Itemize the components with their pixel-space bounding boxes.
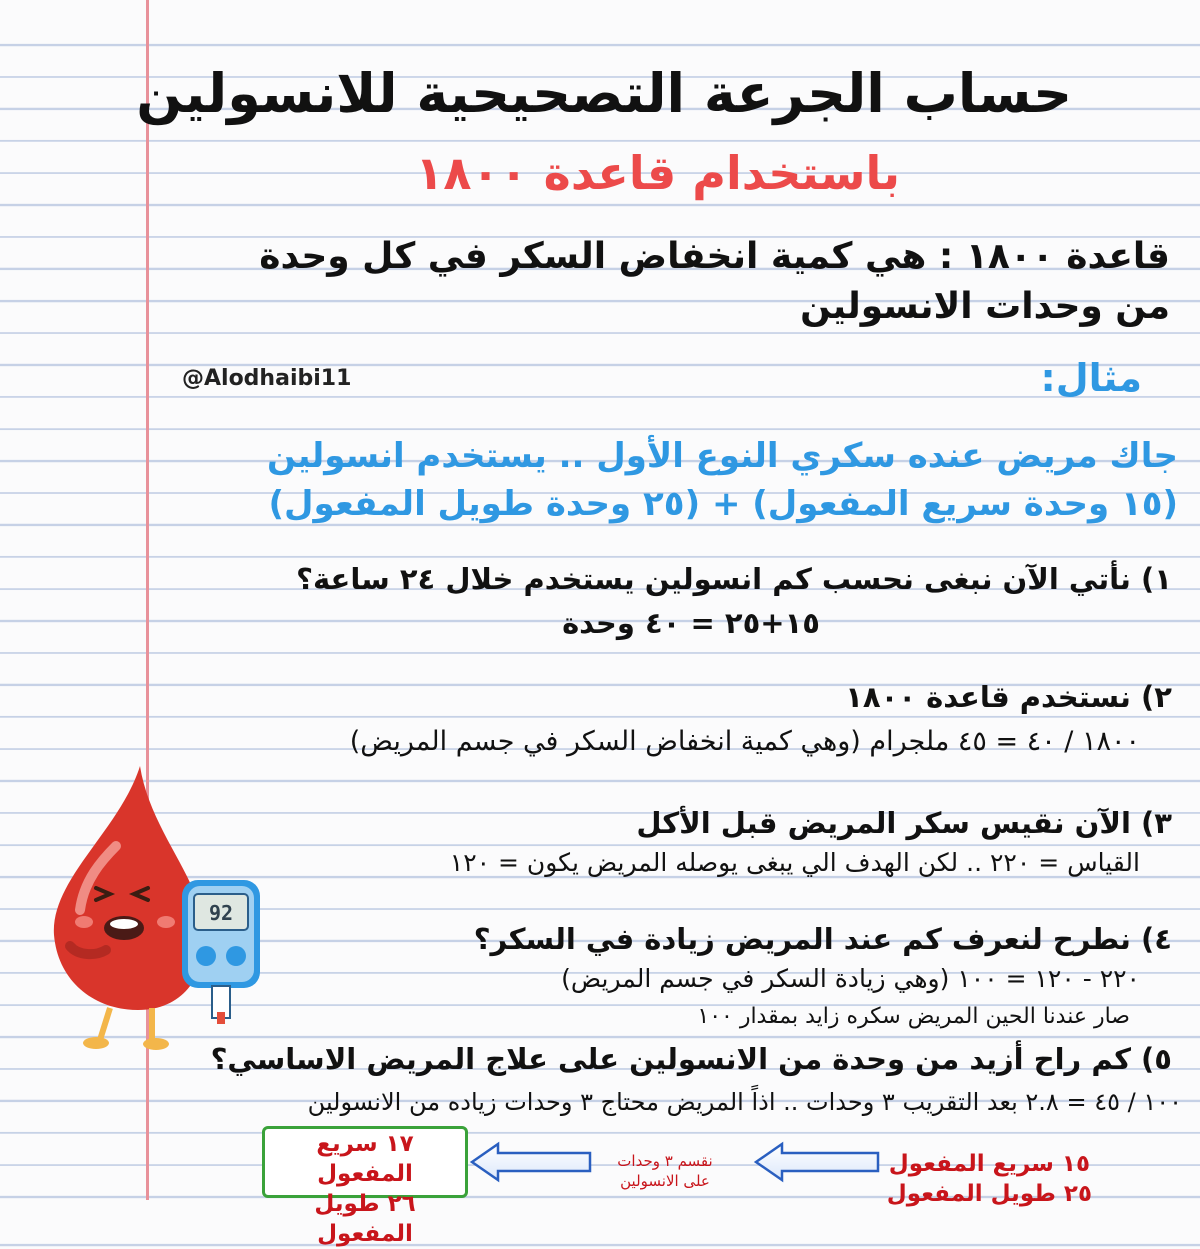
- step-5-heading: ٥) كم راح أزيد من وحدة من الانسولين على علاج المريض الاساسي؟: [210, 1042, 1172, 1076]
- step-1-detail: ١٥+٢٥ = ٤٠ وحدة: [562, 606, 820, 640]
- example-line-1: جاك مريض عنده سكري النوع الأول .. يستخدم انسولين: [267, 436, 1178, 476]
- step-5-detail: ١٠٠ / ٤٥ = ٢.٨ بعد التقريب ٣ وحدات .. اذاً المريض محتاج ٣ وحدات زياده من الانسولين: [307, 1088, 1182, 1116]
- arrow-left-icon: [468, 1140, 594, 1184]
- divide-note-line-1: نقسم ٣ وحدات: [617, 1152, 713, 1170]
- example-label: مثال:: [1040, 356, 1142, 400]
- divide-units-note: [600, 1151, 730, 1191]
- final-dose-long: ٢٦ طويل المفعول: [314, 1191, 416, 1247]
- starting-dose-long: ٢٥ طويل المفعول: [886, 1181, 1092, 1207]
- author-handle: @Alodhaibi11: [182, 366, 352, 391]
- page-subtitle: باستخدام قاعدة ١٨٠٠: [415, 146, 900, 200]
- divide-note-line-2: على الانسولين: [620, 1172, 710, 1190]
- rule-definition-line-1: قاعدة ١٨٠٠ : هي كمية انخفاض السكر في كل وحدة: [259, 236, 1170, 277]
- step-4-detail-2: صار عندنا الحين المريض سكره زايد بمقدار ١٠٠: [697, 1004, 1130, 1029]
- starting-dose-rapid: ١٥ سريع المفعول: [888, 1151, 1090, 1177]
- arrow-left-icon: [752, 1140, 882, 1184]
- step-2-detail: ١٨٠٠ / ٤٠ = ٤٥ ملجرام (وهي كمية انخفاض السكر في جسم المريض): [349, 726, 1140, 757]
- step-4-heading: ٤) نطرح لنعرف كم عند المريض زيادة في السكر؟: [473, 922, 1172, 956]
- example-line-2: (١٥ وحدة سريع المفعول) + (٢٥ وحدة طويل المفعول): [268, 484, 1178, 524]
- final-dose-rapid: ١٧ سريع المفعول: [316, 1131, 414, 1187]
- starting-dose-box: [887, 1149, 1092, 1209]
- step-3-detail: القياس = ٢٢٠ .. لكن الهدف الي يبغى يوصله المريض يكون = ١٢٠: [449, 848, 1140, 877]
- meter-display-value: 92: [208, 901, 234, 925]
- step-1-heading: ١) نأتي الآن نبغى نحسب كم انسولين يستخدم خلال ٢٤ ساعة؟: [296, 562, 1172, 596]
- page-title: حساب الجرعة التصحيحية للانسولين: [136, 62, 1072, 125]
- final-dose-box: [262, 1126, 468, 1247]
- step-2-heading: ٢) نستخدم قاعدة ١٨٠٠: [845, 680, 1172, 714]
- glucose-meter-icon: [178, 878, 264, 1028]
- rule-definition-line-2: من وحدات الانسولين: [800, 286, 1170, 327]
- step-3-heading: ٣) الآن نقيس سكر المريض قبل الأكل: [636, 806, 1172, 840]
- step-4-detail: ٢٢٠ - ١٢٠ = ١٠٠ (وهي زيادة السكر في جسم المريض): [561, 964, 1140, 993]
